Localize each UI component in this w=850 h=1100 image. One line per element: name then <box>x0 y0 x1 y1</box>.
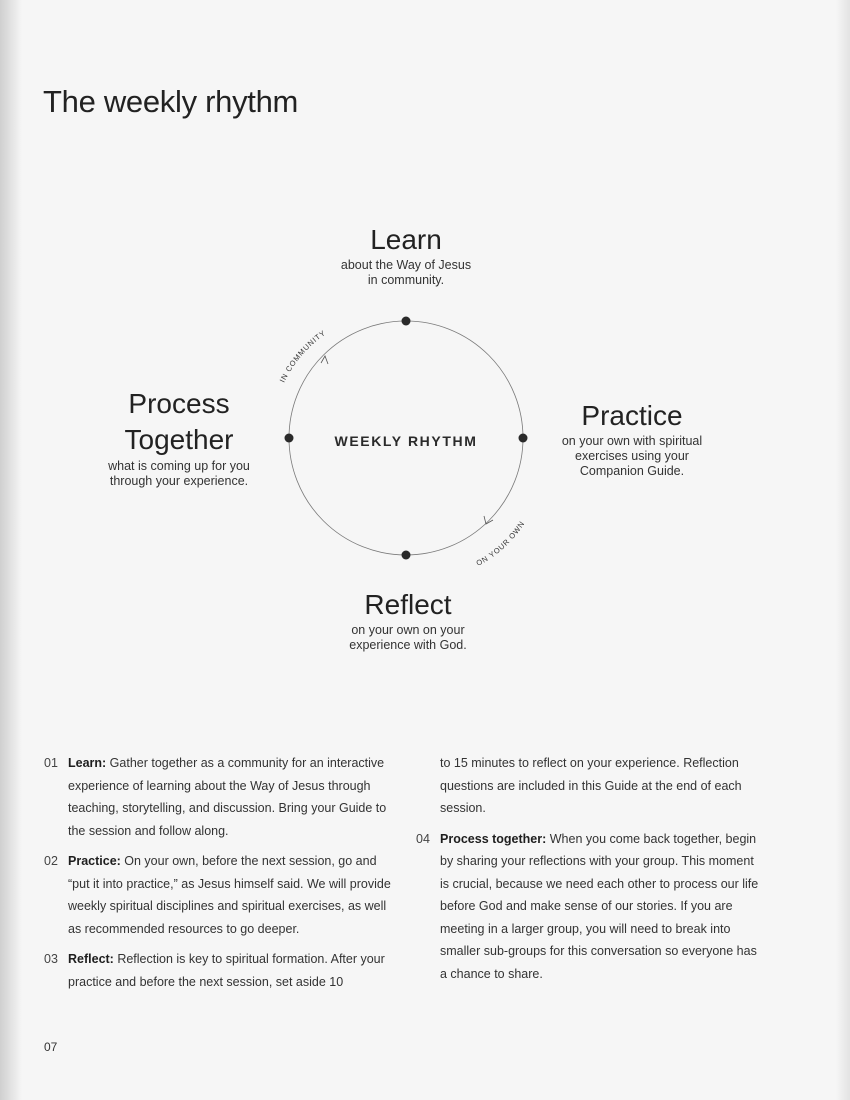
node-process-title-line: Process <box>128 388 230 419</box>
page-number: 07 <box>44 1040 58 1054</box>
list-item-reflect <box>44 948 394 993</box>
arc-label-in-community: IN COMMUNITY <box>277 328 328 384</box>
node-process-together <box>84 386 274 489</box>
text-column-left <box>44 752 394 1001</box>
list-item-practice <box>44 850 394 940</box>
item-text: Gather together as a community for an interactive experience of learning about the Way of Jesus through teaching, storytelling, and discussion. Bring your Guide to the session and follow along. <box>68 756 387 838</box>
item-text: When you come back together, begin by sharing your reflections with your group. This moment is crucial, because we need each other to process our life before God and make sense of our stories. If you are meeting in a larger group, you will need to break into smaller sub-groups for this conversation so everyone has a chance to share. <box>440 831 759 981</box>
diagram-center-label: WEEKLY RHYTHM <box>334 433 478 449</box>
item-label: Learn: <box>68 756 107 770</box>
list-item-reflect-continued <box>416 752 766 820</box>
node-process-title-line: Together <box>124 424 234 456</box>
page-title: The weekly rhythm <box>43 84 299 119</box>
node-practice-title: Practice <box>581 400 683 431</box>
list-item-learn <box>44 752 394 842</box>
node-dot-process <box>285 434 294 443</box>
item-text: Reflection is key to spiritual formation. After your practice and before the next session, set aside 10 <box>68 952 385 989</box>
node-practice-desc-line: Companion Guide. <box>579 464 685 479</box>
item-number: 01 <box>44 756 58 770</box>
item-label: Practice: <box>68 854 121 868</box>
node-reflect <box>308 587 508 653</box>
list-item-process <box>416 828 766 986</box>
node-process-desc-line: through your experience. <box>109 473 249 488</box>
arc-label-on-your-own: ON YOUR OWN <box>474 519 527 568</box>
node-practice-desc-line: exercises using your <box>575 449 689 464</box>
node-practice-desc-line: on your own with spiritual <box>561 434 703 449</box>
node-learn-desc-line: in community. <box>367 273 445 288</box>
node-learn <box>306 222 506 288</box>
node-dot-practice <box>519 434 528 443</box>
node-process-desc-line: what is coming up for you <box>108 458 250 473</box>
text-column-right <box>416 752 766 993</box>
node-dot-learn <box>402 317 411 326</box>
node-reflect-desc-line: on your own on your <box>351 623 465 638</box>
item-label: Reflect: <box>68 952 114 966</box>
item-number: 03 <box>44 952 58 966</box>
node-dot-reflect <box>402 551 411 560</box>
item-number: 02 <box>44 854 58 868</box>
item-text-continued: to 15 minutes to reflect on your experience. Reflection questions are included in this Guide at the end of each session. <box>440 756 742 815</box>
item-text: On your own, before the next session, go and “put it into practice,” as Jesus himself said. We will provide weekly spiritual disciplines and spiritual exercises, as well as recommended resources to go deeper. <box>68 854 391 936</box>
node-reflect-title: Reflect <box>364 589 452 620</box>
node-practice <box>537 398 727 479</box>
item-number: 04 <box>416 831 430 846</box>
node-learn-desc-line: about the Way of Jesus <box>340 258 472 273</box>
node-reflect-desc-line: experience with God. <box>349 638 467 653</box>
node-learn-title: Learn <box>370 224 442 255</box>
arrow-in-community-icon <box>321 356 328 364</box>
item-label: Process together: <box>440 831 547 846</box>
